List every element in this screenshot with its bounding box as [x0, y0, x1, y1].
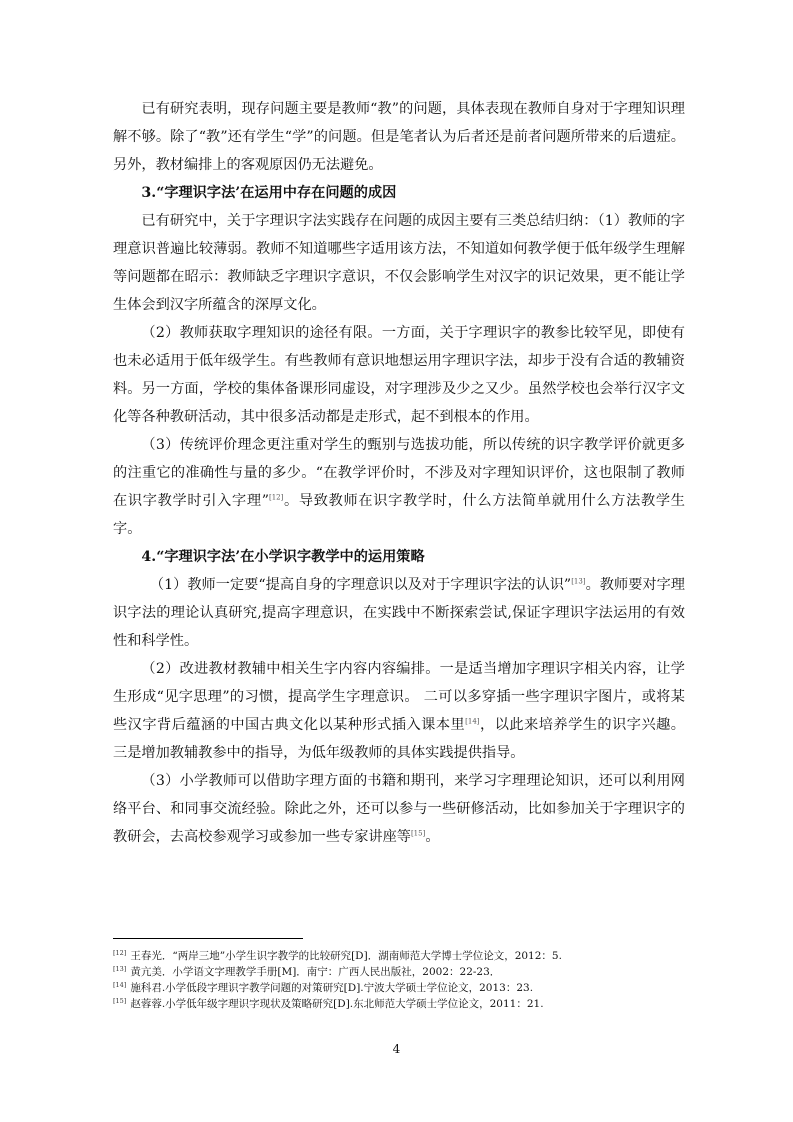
- footnote-text: 王春光．“两岸三地”小学生识字教学的比较研究[D]．湖南师范大学博士学位论文，2012：5.: [130, 950, 562, 962]
- paragraph: （2）教师获取字理知识的途径有限。一方面，关于字理识字的教参比较罕见，即使有也未必适用于低年级学生。有些教师有意识地想运用字理识字法，却步于没有合适的教辅资料。另一方面，学校的集体备课形同虚设，对字理涉及少之又少。虽然学校也会举行汉字文化等各种教研活动，其中很多活动都是走形式，起不到根本的作用。: [113, 325, 685, 425]
- citation-marker: [15]: [410, 829, 426, 838]
- citation-marker: [12]: [269, 493, 284, 502]
- footnote-text: 赵蓉蓉.小学低年级字理识字现状及策略研究[D].东北师范大学硕士学位论文，2011：21.: [130, 998, 544, 1010]
- paragraph-text-tail: 。: [425, 829, 440, 845]
- citation-marker: [13]: [571, 577, 586, 586]
- paragraph-text: （1）教师一定要“提高自身的字理意识以及对于字理识字法的认识”: [149, 577, 572, 593]
- page-number: 4: [392, 1042, 401, 1056]
- paragraph: 已有研究中，关于字理识字法实践存在问题的成因主要有三类总结归纳：（1）教师的字理意识普遍比较薄弱。教师不知道哪些字适用该方法，不知道如何教学便于低年级学生理解等问题都在昭示：教师缺乏字理识字意识，不仅会影响学生对汉字的识记效果，更不能让学生体会到汉字所蕴含的深厚文化。: [113, 213, 685, 313]
- footnote-separator: [113, 938, 303, 939]
- footnote: [113, 948, 713, 964]
- footnote-mark: [13]: [113, 964, 127, 973]
- footnote-mark: [12]: [113, 948, 127, 957]
- section-heading: 4.“字理识字法’在小学识字教学中的运用策略: [141, 549, 425, 565]
- footnotes: [113, 948, 713, 1012]
- body-text: [113, 95, 685, 851]
- paragraph: [113, 655, 685, 767]
- paragraph-text: （3）传统评价理念更注重对学生的甄别与选拔功能，所以传统的识字教学评价就更多的注重它的准确性与量的多少。“在教学评价时，不涉及对字理知识评价，这也限制了教师在识字教学时引入字理”: [113, 437, 685, 509]
- paragraph-text-tail: 。教师要对字理识字法的理论认真研究,提高字理意识，在实践中不断探索尝试,保证字理识字法运用的有效性和科学性。: [113, 577, 685, 649]
- footnote-mark: [14]: [113, 980, 127, 989]
- paragraph: [113, 767, 685, 851]
- citation-marker: [14]: [465, 717, 480, 726]
- footnote: [113, 996, 713, 1012]
- paragraph: [113, 571, 685, 655]
- paragraph: 已有研究表明，现存问题主要是教师“教”的问题，具体表现在教师自身对于字理知识理解不够。除了“教”还有学生“学”的问题。但是笔者认为后者还是前者问题所带来的后遗症。另外，教材编排上的客观原因仍无法避免。: [113, 101, 685, 173]
- footnote-text: 黄亢美．小学语文字理教学手册[M]．南宁：广西人民出版社，2002：22-23．: [130, 966, 501, 978]
- paragraph-text-tail: ，以此来培养学生的识字兴趣。 三是增加教辅教参中的指导，为低年级教师的具体实践提供指导。: [113, 717, 685, 761]
- paragraph-text-tail: 。导致教师在识字教学时，什么方法简单就用什么方法教学生字。: [113, 493, 685, 537]
- paragraph-text: （2）改进教材教辅中相关生字内容内容编排。一是适当增加字理识字相关内容，让学生形成“见字思理”的习惯，提高学生字理意识。 二可以多穿插一些字理识字图片，或将某些汉字背后蕴涵的中国古典文化以某种形式插入课本里: [113, 661, 685, 733]
- section-heading: 3.“字理识字法’在运用中存在问题的成因: [141, 185, 397, 201]
- footnote-text: 施科君.小学低段字理识字教学问题的对策研究[D].宁波大学硕士学位论文，2013：23.: [130, 982, 534, 994]
- footnote: [113, 980, 713, 996]
- paragraph: [113, 431, 685, 543]
- paragraph-text: （3）小学教师可以借助字理方面的书籍和期刊，来学习字理理论知识，还可以利用网络平台、和同事交流经验。除此之外，还可以参与一些研修活动，比如参加关于字理识字的教研会，去高校参观学习或参加一些专家讲座等: [113, 773, 685, 845]
- footnote: [113, 964, 713, 980]
- footnote-mark: [15]: [113, 996, 127, 1005]
